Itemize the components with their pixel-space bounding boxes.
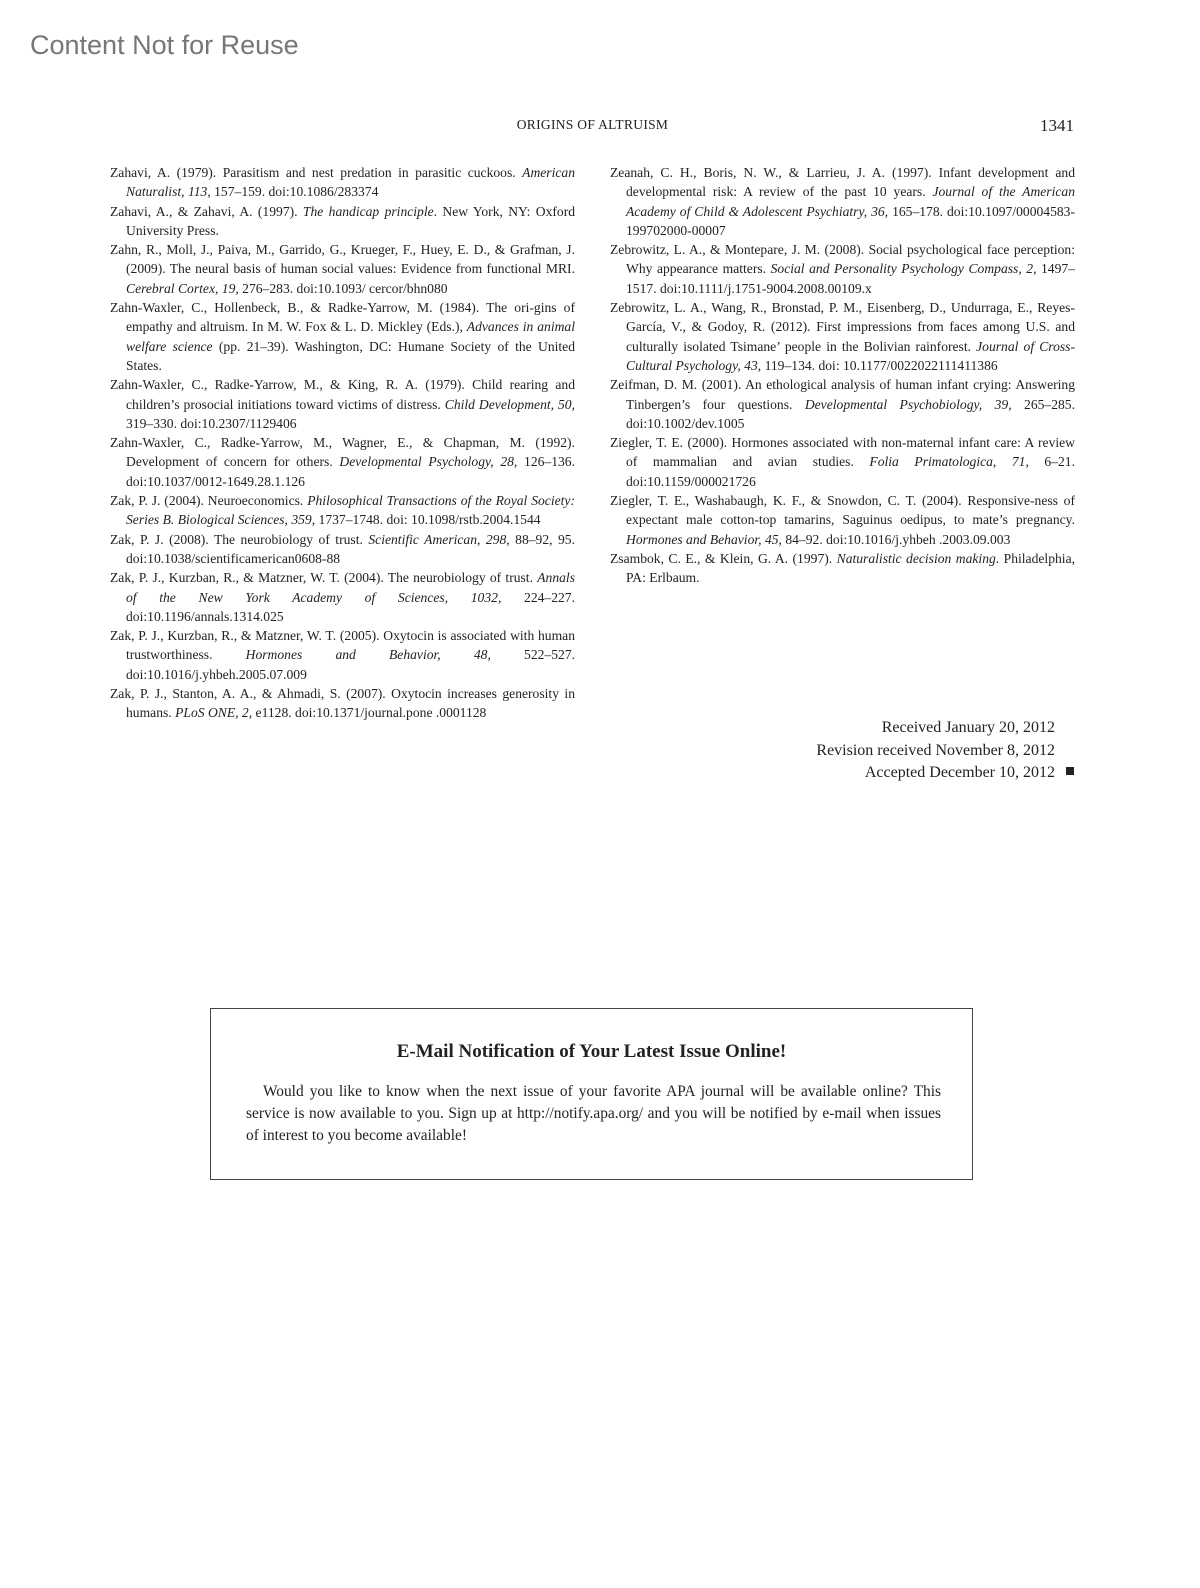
reference-source: American Naturalist, 113, [126, 165, 575, 200]
reference-text: (pp. 21–39). Washington, DC: Humane Society of the United States. [126, 338, 576, 373]
reference-entry [610, 433, 1075, 491]
reference-source: Advances in animal welfare science [126, 319, 575, 354]
reference-text: Zeifman, D. M. (2001). An ethological analysis of human infant crying: Answering Tinbergen’s four questions. [610, 377, 1075, 412]
reference-source: Folia Primatologica, 71, [869, 454, 1029, 470]
notice-title: E-Mail Notification of Your Latest Issue Online! [396, 1041, 787, 1062]
reference-text: Zak, P. J. (2008). The neurobiology of trust. [110, 531, 369, 547]
reference-entry [610, 240, 1075, 298]
reference-entry [610, 549, 1075, 588]
reference-text: 265–285. doi:10.1002/dev.1005 [626, 396, 1075, 431]
reference-text: . New York, NY: Oxford University Press. [126, 203, 576, 238]
reference-text: Zak, P. J., Stanton, A. A., & Ahmadi, S. (2007). Oxytocin increases generosity in humans. [110, 686, 575, 721]
reference-text: Zahn, R., Moll, J., Paiva, M., Garrido, G., Krueger, F., Huey, E. D., & Grafman, J. (2009). The neural basis of human social values: Evidence from functional MRI. [110, 242, 575, 277]
reference-source: Cerebral Cortex, 19, [126, 280, 239, 296]
reference-text: 6–21. doi:10.1159/000021726 [626, 454, 1075, 489]
email-notification-box [210, 1008, 973, 1180]
notice-body: Would you like to know when the next issue of your favorite APA journal will be available online? This service is now available to you. Sign up at http://notify.apa.org/ and you will be notified by e-mail when issues of interest to you become available! [246, 1083, 941, 1144]
reference-entry [610, 298, 1075, 375]
reference-text: Zahavi, A. (1979). Parasitism and nest predation in parasitic cuckoos. [110, 165, 523, 180]
reference-entry [610, 491, 1075, 549]
reference-entry [110, 163, 575, 202]
reference-entry [110, 626, 575, 684]
reference-text: Zahn-Waxler, C., Radke-Yarrow, M., & King, R. A. (1979). Child rearing and children’s prosocial initiations toward victims of distress. [110, 377, 575, 412]
reference-text: Zak, P. J., Kurzban, R., & Matzner, W. T. (2004). The neurobiology of trust. [110, 570, 538, 586]
reference-source: The handicap principle [302, 203, 434, 219]
reference-source: PLoS ONE, 2, [175, 705, 253, 721]
reference-text: Ziegler, T. E. (2000). Hormones associated with non-maternal infant care: A review of mammalian and avian studies. [610, 435, 1075, 470]
reference-text: Zak, P. J., Kurzban, R., & Matzner, W. T. (2005). Oxytocin is associated with human trustworthiness. [110, 628, 575, 663]
reference-entry [110, 684, 575, 723]
reference-entry [110, 433, 575, 491]
page-number: 1341 [1040, 116, 1074, 135]
reference-text: Zahn-Waxler, C., Radke-Yarrow, M., Wagner, E., & Chapman, M. (1992). Development of concern for others. [110, 435, 575, 470]
reference-text: 165–178. doi:10.1097/00004583-199702000-00007 [626, 203, 1076, 238]
reference-entry [610, 163, 1075, 240]
reference-text: Zebrowitz, L. A., & Montepare, J. M. (2008). Social psychological face perception: Why appearance matters. [610, 242, 1075, 277]
end-of-article-mark [1066, 767, 1074, 775]
reference-entry [110, 375, 575, 433]
reference-entry [610, 375, 1075, 433]
reference-source: Journal of the American Academy of Child & Adolescent Psychiatry, 36, [626, 184, 1075, 219]
reference-entry [110, 202, 575, 241]
references-right-column [610, 163, 1075, 588]
reference-text: 224–227. doi:10.1196/annals.1314.025 [126, 589, 575, 624]
reference-text: e1128. doi:10.1371/journal.pone .0001128 [252, 705, 487, 721]
reference-text: Zak, P. J. (2004). Neuroeconomics. [110, 493, 308, 509]
reference-text: 119–134. doi: 10.1177/0022022111411386 [761, 357, 998, 373]
reference-source: Annals of the New York Academy of Sciences, 1032, [126, 570, 575, 605]
reference-text: Zahavi, A., & Zahavi, A. (1997). [110, 203, 303, 219]
reference-source: Scientific American, 298, [368, 531, 510, 547]
reference-text: 522–527. doi:10.1016/j.yhbeh.2005.07.009 [126, 647, 576, 682]
reference-text: Zeanah, C. H., Boris, N. W., & Larrieu, J. A. (1997). Infant development and developmental risk: A review of the past 10 years. [610, 165, 1075, 200]
reference-entry [110, 298, 575, 375]
accepted-date: Accepted December 10, 2012 [864, 764, 1055, 781]
reference-source: Child Development, 50, [444, 396, 575, 412]
reference-entry [110, 491, 575, 530]
reference-source: Hormones and Behavior, 45, [626, 531, 782, 547]
reference-entry [110, 240, 575, 298]
reference-entry [110, 530, 575, 569]
reference-text: Zsambok, C. E., & Klein, G. A. (1997). [610, 550, 837, 566]
reference-entry [110, 568, 575, 626]
received-date: Received January 20, 2012 [881, 719, 1055, 736]
reference-text: Ziegler, T. E., Washabaugh, K. F., & Snowdon, C. T. (2004). Responsive-ness of expectant male cotton-top tamarins, Saguinus oedipus, to mate’s pregnancy. [610, 493, 1075, 528]
reference-text: 84–92. doi:10.1016/j.yhbeh .2003.09.003 [781, 531, 1011, 547]
reference-text: 1497–1517. doi:10.1111/j.1751-9004.2008.00109.x [626, 261, 1075, 296]
reference-text: . Philadelphia, PA: Erlbaum. [626, 550, 1075, 586]
reference-source: Developmental Psychobiology, 39, [804, 396, 1012, 412]
reference-source: Hormones and Behavior, 48, [245, 647, 491, 663]
references-left-column [110, 163, 575, 723]
revision-date: Revision received November 8, 2012 [816, 741, 1055, 759]
submission-history [816, 717, 1055, 785]
reference-text: 88–92, 95. doi:10.1038/scientificamerican0608-88 [126, 531, 575, 566]
watermark: Content Not for Reuse [30, 30, 299, 60]
reference-text: Zebrowitz, L. A., Wang, R., Bronstad, P. M., Eisenberg, D., Undurraga, E., Reyes-García, V., & Godoy, R. (2012). First impressions from faces among U.S. and culturally isolated Tsimane’ people in the Bolivian rainforest. [610, 300, 1075, 354]
reference-source: Philosophical Transactions of the Royal Society: Series B. Biological Sciences, 359, [126, 493, 575, 528]
reference-text: Zahn-Waxler, C., Hollenbeck, B., & Radke-Yarrow, M. (1984). The ori-gins of empathy and altruism. In M. W. Fox & L. D. Mickley (Eds.), [110, 300, 575, 335]
reference-text: 1737–1748. doi: 10.1098/rstb.2004.1544 [315, 512, 541, 528]
reference-source: Social and Personality Psychology Compass, 2, [770, 261, 1037, 277]
reference-text: 319–330. doi:10.2307/1129406 [126, 415, 297, 431]
reference-text: 276–283. doi:10.1093/ cercor/bhn080 [238, 280, 448, 296]
reference-text: 157–159. doi:10.1086/283374 [210, 184, 379, 200]
reference-source: Developmental Psychology, 28, [339, 454, 518, 470]
reference-source: Journal of Cross-Cultural Psychology, 43, [626, 338, 1075, 373]
reference-text: 126–136. doi:10.1037/0012-1649.28.1.126 [126, 454, 575, 489]
reference-source: Naturalistic decision making [836, 550, 996, 566]
running-head: ORIGINS OF ALTRUISM [516, 117, 669, 132]
